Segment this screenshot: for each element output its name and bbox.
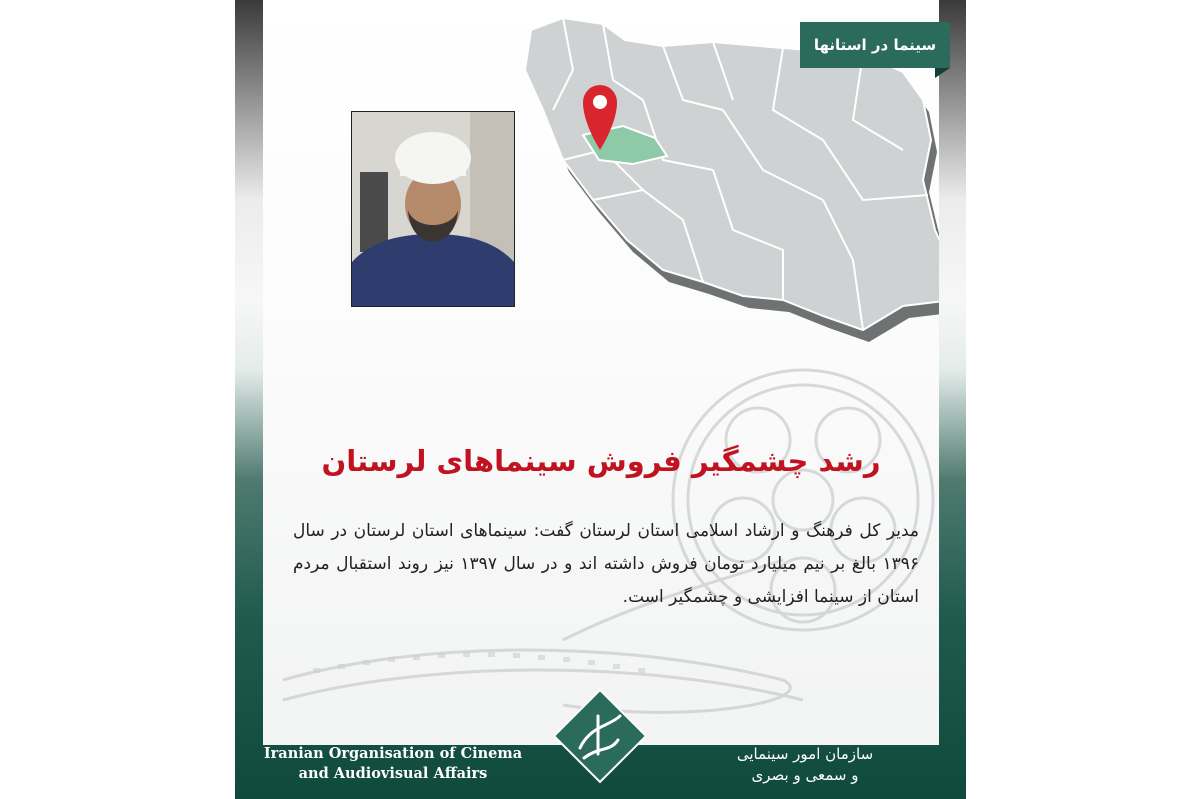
article-summary: مدیر کل فرهنگ و ارشاد اسلامی استان لرستان گفت: سینماهای استان لرستان در سال ۱۳۹۶ بالغ بر نیم میلیارد تومان فروش داشته اند و در سال ۱۳۹۷ نیز روند استقبال مردم استان از سینما افزایشی و چشمگیر است. [293, 521, 920, 607]
org-en-line-2: and Audiovisual Affairs [298, 765, 488, 782]
org-en-line-1: Iranian Organisation of Cinema [263, 745, 523, 762]
org-fa-line-1: سازمان امور سینمایی [736, 745, 874, 763]
headline: رشد چشمگیر فروش سینماهای لرستان [321, 444, 881, 478]
organization-name-persian [660, 744, 950, 786]
organization-name-english [253, 744, 533, 784]
org-fa-line-2: و سمعی و بصری [751, 766, 859, 784]
content-card [263, 0, 939, 745]
official-portrait [351, 111, 515, 307]
category-tag: سینما در استانها [800, 22, 950, 68]
category-tag-fold [935, 68, 950, 78]
organization-logo [550, 686, 650, 786]
news-poster [235, 0, 966, 799]
